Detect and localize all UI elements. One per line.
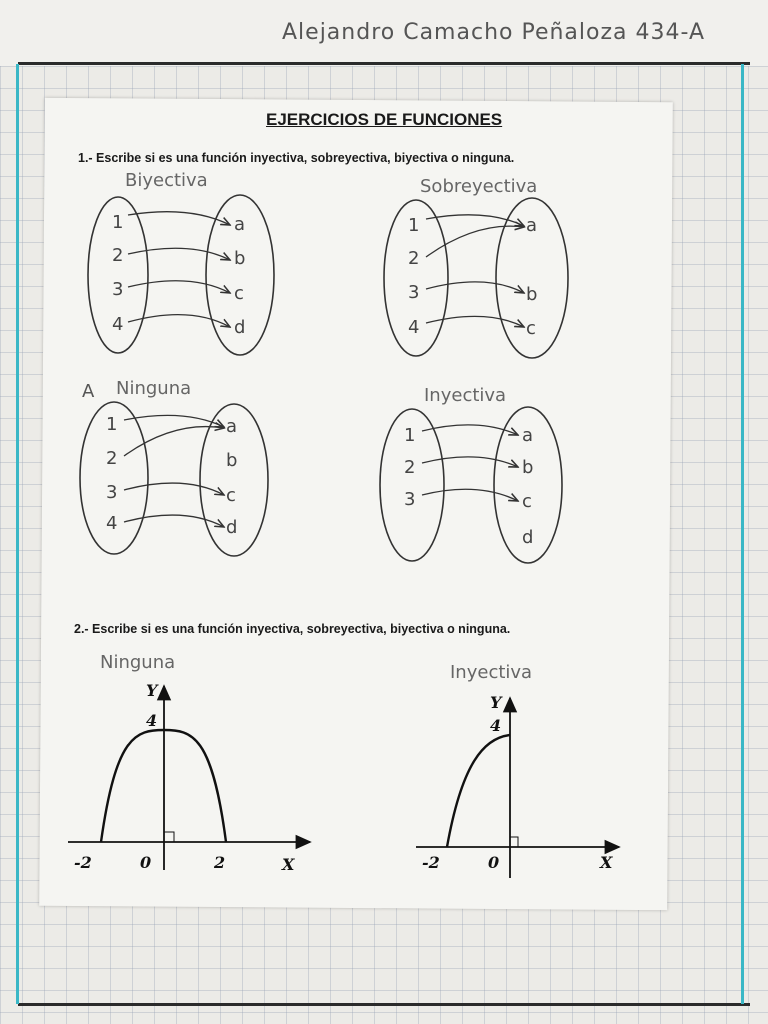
x-tick-label: 0	[140, 853, 152, 872]
function-graph-2	[414, 688, 629, 883]
mapping-diagram-1	[80, 190, 290, 365]
x-axis-label: X	[600, 853, 613, 872]
x-tick-label: 0	[488, 853, 500, 872]
arrow	[422, 457, 518, 467]
student-name: Alejandro Camacho Peñaloza 434-A	[282, 20, 705, 45]
codomain-element: c	[226, 485, 236, 506]
codomain-element: c	[522, 491, 532, 512]
answer-diagram-4: Inyectiva	[424, 385, 507, 406]
codomain-element: c	[234, 283, 244, 304]
codomain-element: a	[226, 416, 238, 437]
domain-element: 3	[112, 279, 124, 300]
answer-diagram-3: Ninguna	[116, 378, 192, 399]
domain-element: 1	[112, 212, 124, 233]
mapping-diagram-3	[74, 398, 284, 563]
domain-element: 2	[112, 245, 124, 266]
arrow	[124, 483, 224, 495]
codomain-element: a	[522, 425, 534, 446]
domain-element: 2	[404, 457, 416, 478]
codomain-element: b	[526, 284, 538, 305]
sheet-title: EJERCICIOS DE FUNCIONES	[266, 110, 503, 129]
codomain-element: b	[522, 457, 534, 478]
left-margin-line	[16, 64, 19, 1004]
answer-graph-2: Inyectiva	[450, 662, 533, 683]
x-tick-label: 2	[214, 853, 226, 872]
domain-element: 4	[106, 513, 118, 534]
answer-graph-1: Ninguna	[100, 652, 176, 673]
y-tick-label: 4	[146, 711, 158, 730]
codomain-element: a	[526, 215, 538, 236]
y-axis-label: Y	[490, 693, 502, 712]
codomain-element: d	[522, 527, 534, 548]
codomain-element: b	[234, 248, 246, 269]
mapping-diagram-4	[378, 405, 588, 570]
codomain-element: a	[234, 214, 246, 235]
y-tick-label: 4	[490, 716, 502, 735]
domain-element: 3	[404, 489, 416, 510]
answer-diagram-2: Sobreyectiva	[420, 176, 538, 197]
domain-element: 3	[408, 282, 420, 303]
x-tick-label: -2	[422, 853, 440, 872]
domain-element: 4	[112, 314, 124, 335]
mapping-diagram-2	[376, 193, 586, 368]
right-angle-mark	[164, 832, 174, 842]
x-tick-label: -2	[74, 853, 92, 872]
domain-element: 1	[106, 414, 118, 435]
domain-element: 4	[408, 317, 420, 338]
arrow	[426, 282, 524, 293]
domain-element: 3	[106, 482, 118, 503]
right-margin-line	[741, 64, 744, 1004]
function-graph-1	[66, 680, 316, 880]
top-rule-line	[18, 62, 750, 65]
question-2: 2.- Escribe si es una función inyectiva, sobreyectiva, biyectiva o ninguna.	[74, 622, 511, 636]
codomain-element: c	[526, 318, 536, 339]
arrow	[124, 427, 224, 456]
arrow	[124, 515, 224, 527]
arrow	[128, 248, 230, 260]
codomain-element: b	[226, 450, 238, 471]
y-axis-label: Y	[146, 681, 158, 700]
codomain-element: d	[234, 317, 246, 338]
question-1: 1.- Escribe si es una función inyectiva, sobreyectiva, biyectiva o ninguna.	[78, 151, 515, 165]
domain-element: 2	[408, 248, 420, 269]
answer-diagram-1: Biyectiva	[125, 170, 208, 191]
bottom-rule-line	[18, 1003, 750, 1006]
domain-element: 2	[106, 448, 118, 469]
x-axis-label: X	[282, 855, 295, 874]
answer-diagram-3-prefix: A	[82, 381, 95, 402]
half-parabola-curve	[447, 735, 510, 847]
domain-element: 1	[408, 215, 420, 236]
right-angle-mark	[510, 837, 518, 847]
arrow	[422, 489, 518, 501]
domain-element: 1	[404, 425, 416, 446]
arrow	[422, 425, 518, 435]
codomain-element: d	[226, 517, 238, 538]
arrow	[128, 281, 230, 293]
